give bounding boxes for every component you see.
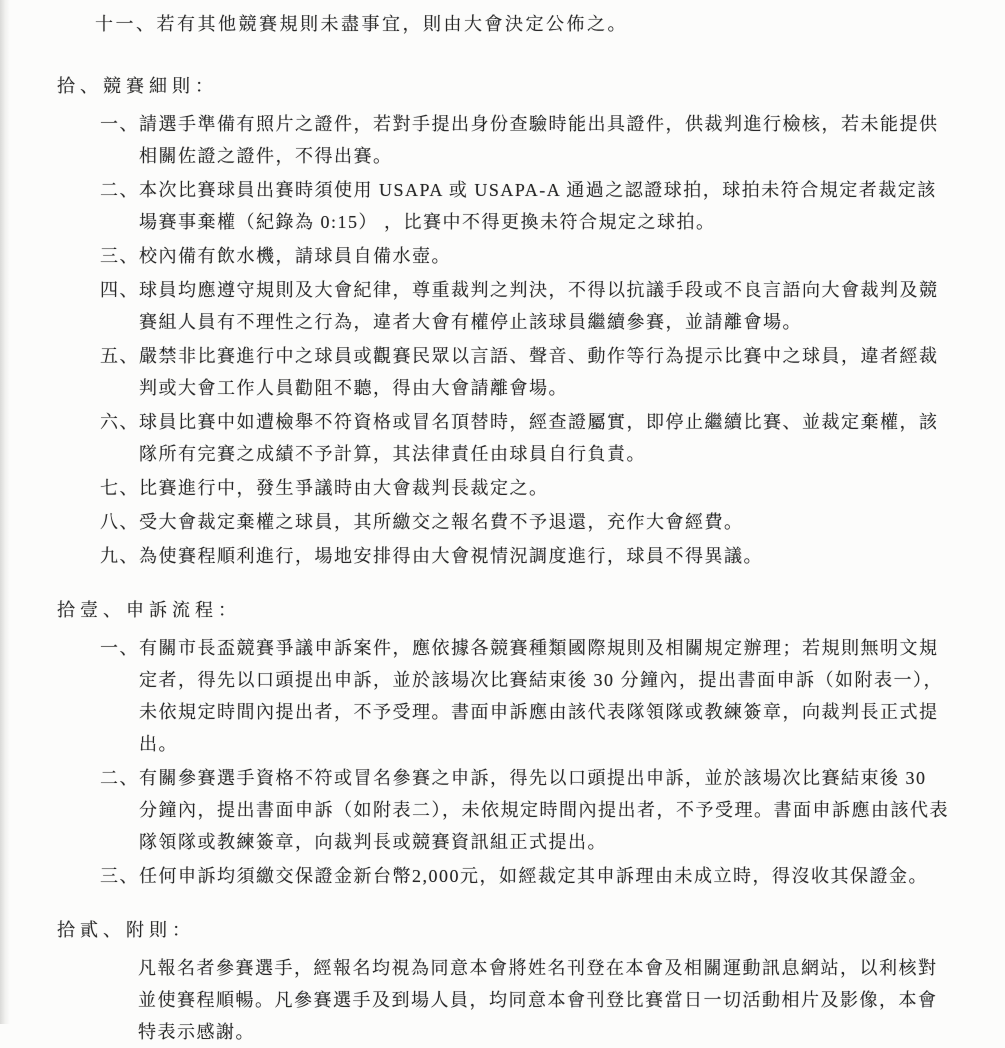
rule-item bbox=[100, 174, 950, 238]
item-number: 九、 bbox=[100, 546, 139, 566]
item-text: 受大會裁定棄權之球員，其所繳交之報名費不予退還，充作大會經費。 bbox=[139, 512, 744, 532]
rule-item bbox=[100, 340, 950, 404]
rule-list bbox=[100, 632, 950, 892]
item-number: 二、 bbox=[100, 180, 139, 200]
item-text: 有關市長盃競賽爭議申訴案件，應依據各競賽種類國際規則及相關規定辦理；若規則無明文規定者，得先以口頭提出申訴，並於該場次比賽結束後 30 分鐘內，提出書面申訴（如附表一），未依規定時間內提出者，不予受理。書面申訴應由該代表隊領隊或教練簽章，向裁判長正式提出。 bbox=[139, 638, 943, 754]
item-number: 七、 bbox=[100, 478, 139, 498]
closing-paragraph: 凡報名者參賽選手，經報名均視為同意本會將姓名刊登在本會及相關運動訊息網站，以利核對並使賽程順暢。凡參賽選手及到場人員，均同意本會刊登比賽當日一切活動相片及影像，本會特表示感謝。 bbox=[138, 958, 938, 1042]
rule-item bbox=[100, 240, 950, 272]
item-text: 有關參賽選手資格不符或冒名參賽之申訴，得先以口頭提出申訴，並於該場次比賽結束後 30 分鐘內，提出書面申訴（如附表二），未依規定時間內提出者，不予受理。書面申訴應由該代表隊領隊或教練簽章，向裁判長或競賽資訊組正式提出。 bbox=[139, 768, 949, 852]
item-text: 本次比賽球員出賽時須使用 USAPA 或 USAPA-A 通過之認證球拍，球拍未符合規定者裁定該場賽事棄權（紀錄為 0:15） ，比賽中不得更換未符合規定之球拍。 bbox=[139, 180, 937, 232]
item-number: 一、 bbox=[100, 638, 139, 658]
item-text: 若有其他競賽規則未盡事宜，則由大會決定公佈之。 bbox=[156, 14, 628, 34]
item-text: 球員比賽中如遭檢舉不符資格或冒名頂替時，經查證屬實，即停止繼續比賽、並裁定棄權，該隊所有完賽之成績不予計算，其法律責任由球員自行負責。 bbox=[139, 412, 939, 464]
item-number: 八、 bbox=[100, 512, 139, 532]
rule-item bbox=[100, 632, 950, 760]
rule-item bbox=[100, 506, 950, 538]
rule-list bbox=[100, 108, 950, 572]
item-text: 比賽進行中，發生爭議時由大會裁判長裁定之。 bbox=[139, 478, 549, 498]
rule-item bbox=[100, 274, 950, 338]
section-supplementary-rules bbox=[57, 914, 950, 1048]
item-text: 嚴禁非比賽進行中之球員或觀賽民眾以言語、聲音、動作等行為提示比賽中之球員，違者經裁判或大會工作人員勸阻不聽，得由大會請離會場。 bbox=[139, 346, 939, 398]
rule-item bbox=[100, 108, 950, 172]
item-text: 校內備有飲水機，請球員自備水壺。 bbox=[139, 246, 451, 266]
rule-item bbox=[100, 540, 950, 572]
rule-item bbox=[100, 860, 950, 892]
rule-item bbox=[100, 406, 950, 470]
item-number: 十一、 bbox=[95, 14, 157, 34]
section-competition-details bbox=[57, 70, 950, 572]
rule-item bbox=[100, 762, 950, 858]
item-text: 任何申訴均須繳交保證金新台幣2,000元，如經裁定其申訴理由未成立時，得沒收其保證金。 bbox=[139, 866, 928, 886]
section-appeal-process bbox=[57, 594, 950, 892]
item-number: 三、 bbox=[100, 246, 139, 266]
item-number: 一、 bbox=[100, 114, 139, 134]
item-number: 二、 bbox=[100, 768, 139, 788]
section-title: 拾壹、申訴流程： bbox=[57, 600, 241, 620]
item-number: 四、 bbox=[100, 280, 139, 300]
section-title: 拾貳、附則： bbox=[57, 920, 195, 940]
item-number: 三、 bbox=[100, 866, 139, 886]
rule-item bbox=[100, 472, 950, 504]
preamble-item-11 bbox=[95, 8, 950, 40]
item-text: 球員均應遵守規則及大會紀律，尊重裁判之判決，不得以抗議手段或不良言語向大會裁判及競賽組人員有不理性之行為，違者大會有權停止該球員繼續參賽，並請離會場。 bbox=[139, 280, 939, 332]
item-number: 六、 bbox=[100, 412, 139, 432]
item-number: 五、 bbox=[100, 346, 139, 366]
item-text: 為使賽程順利進行，場地安排得由大會視情況調度進行，球員不得異議。 bbox=[139, 546, 763, 566]
item-text: 請選手準備有照片之證件，若對手提出身份查驗時能出具證件，供裁判進行檢核，若未能提供相關佐證之證件，不得出賽。 bbox=[139, 114, 939, 166]
section-title: 拾、競賽細則： bbox=[57, 76, 218, 96]
